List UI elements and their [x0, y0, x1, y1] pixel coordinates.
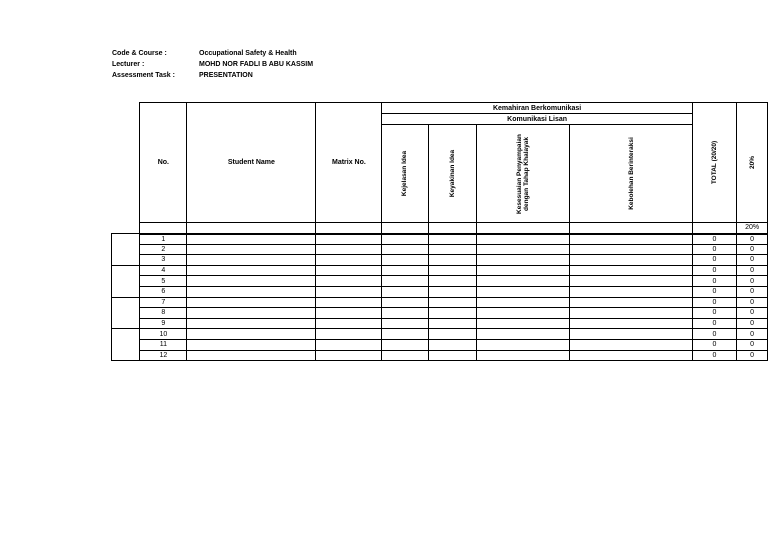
row-percent: 0 — [737, 350, 768, 361]
score-cell[interactable] — [382, 339, 428, 350]
table-row — [112, 244, 768, 255]
lecturer-label: Lecturer : — [112, 61, 145, 68]
row-percent: 0 — [737, 234, 768, 245]
matrix-no-cell[interactable] — [316, 318, 382, 329]
table-row — [112, 339, 768, 350]
row-no: 6 — [140, 286, 187, 297]
score-cell[interactable] — [428, 329, 476, 340]
row-percent: 0 — [737, 255, 768, 266]
code-course-label: Code & Course : — [112, 50, 167, 57]
row-percent: 0 — [737, 329, 768, 340]
header-criterion-1 — [382, 125, 428, 223]
header-criterion-4 — [569, 125, 692, 223]
score-cell[interactable] — [569, 244, 692, 255]
score-cell[interactable] — [569, 329, 692, 340]
row-percent: 0 — [737, 308, 768, 319]
score-cell[interactable] — [382, 286, 428, 297]
row-no: 10 — [140, 329, 187, 340]
row-total: 0 — [692, 297, 736, 308]
code-course-value: Occupational Safety & Health — [199, 50, 297, 57]
score-cell[interactable] — [428, 339, 476, 350]
percent-cell — [140, 223, 187, 234]
student-name-cell[interactable] — [187, 255, 316, 266]
assessment-table — [111, 102, 768, 361]
score-cell[interactable] — [428, 276, 476, 287]
score-cell[interactable] — [569, 318, 692, 329]
row-percent: 0 — [737, 339, 768, 350]
percent-cell — [692, 223, 736, 234]
score-cell[interactable] — [569, 255, 692, 266]
matrix-no-cell[interactable] — [316, 244, 382, 255]
row-total: 0 — [692, 318, 736, 329]
header-total-label: TOTAL (20/20) — [710, 140, 718, 185]
matrix-no-cell[interactable] — [316, 350, 382, 361]
table-row — [112, 329, 768, 340]
group-cell — [112, 329, 140, 361]
row-total: 0 — [692, 255, 736, 266]
header-subgroup-title: Komunikasi Lisan — [382, 114, 692, 125]
score-cell[interactable] — [476, 234, 569, 245]
percent-row-value: 20% — [737, 223, 768, 234]
matrix-no-cell[interactable] — [316, 286, 382, 297]
percent-row — [112, 223, 768, 234]
percent-cell — [382, 223, 428, 234]
score-cell[interactable] — [476, 318, 569, 329]
score-cell[interactable] — [569, 339, 692, 350]
group-cell — [112, 234, 140, 266]
percent-cell — [569, 223, 692, 234]
assessment-task-label: Assessment Task : — [112, 72, 175, 79]
header-total — [692, 103, 736, 223]
score-cell[interactable] — [476, 276, 569, 287]
row-percent: 0 — [737, 244, 768, 255]
score-cell[interactable] — [428, 234, 476, 245]
row-total: 0 — [692, 276, 736, 287]
score-cell[interactable] — [476, 339, 569, 350]
row-no: 7 — [140, 297, 187, 308]
header-student-name: Student Name — [187, 103, 316, 223]
header-group-title: Kemahiran Berkomunikasi — [382, 103, 692, 114]
score-cell[interactable] — [476, 255, 569, 266]
matrix-no-cell[interactable] — [316, 265, 382, 276]
header-matrix-no: Matrix No. — [316, 103, 382, 223]
score-cell[interactable] — [476, 286, 569, 297]
table-row — [112, 255, 768, 266]
percent-cell — [187, 223, 316, 234]
row-total: 0 — [692, 234, 736, 245]
row-percent: 0 — [737, 276, 768, 287]
score-cell[interactable] — [428, 297, 476, 308]
row-percent: 0 — [737, 286, 768, 297]
score-cell[interactable] — [382, 244, 428, 255]
matrix-no-cell[interactable] — [316, 329, 382, 340]
score-cell[interactable] — [476, 297, 569, 308]
table-row — [112, 297, 768, 308]
row-no: 8 — [140, 308, 187, 319]
score-cell[interactable] — [569, 308, 692, 319]
row-no: 5 — [140, 276, 187, 287]
blank-corner — [112, 103, 140, 223]
score-cell[interactable] — [428, 255, 476, 266]
score-cell[interactable] — [382, 297, 428, 308]
row-no: 1 — [140, 234, 187, 245]
row-percent: 0 — [737, 265, 768, 276]
student-name-cell[interactable] — [187, 350, 316, 361]
table-row — [112, 350, 768, 361]
student-name-cell[interactable] — [187, 234, 316, 245]
student-name-cell[interactable] — [187, 286, 316, 297]
header-percent-label: 20% — [748, 155, 756, 170]
row-total: 0 — [692, 265, 736, 276]
header-percent — [737, 103, 768, 223]
student-name-cell[interactable] — [187, 276, 316, 287]
header-criterion-3 — [476, 125, 569, 223]
percent-row-blank — [112, 223, 140, 234]
row-no: 12 — [140, 350, 187, 361]
score-cell[interactable] — [476, 350, 569, 361]
score-cell[interactable] — [428, 318, 476, 329]
matrix-no-cell[interactable] — [316, 297, 382, 308]
score-cell[interactable] — [428, 286, 476, 297]
matrix-no-cell[interactable] — [316, 234, 382, 245]
assessment-task-value: PRESENTATION — [199, 72, 253, 79]
score-cell[interactable] — [382, 276, 428, 287]
score-cell[interactable] — [382, 255, 428, 266]
row-no: 11 — [140, 339, 187, 350]
table-row — [112, 234, 768, 245]
student-name-cell[interactable] — [187, 244, 316, 255]
row-total: 0 — [692, 244, 736, 255]
percent-cell — [476, 223, 569, 234]
criterion-1-label: Kejelasan Idea — [401, 150, 409, 197]
student-name-cell[interactable] — [187, 308, 316, 319]
row-percent: 0 — [737, 318, 768, 329]
header-no: No. — [140, 103, 187, 223]
student-name-cell[interactable] — [187, 329, 316, 340]
row-percent: 0 — [737, 297, 768, 308]
header-criterion-2 — [428, 125, 476, 223]
score-cell[interactable] — [476, 265, 569, 276]
table-row — [112, 265, 768, 276]
matrix-no-cell[interactable] — [316, 276, 382, 287]
row-total: 0 — [692, 308, 736, 319]
criterion-4-label: Kebolehan Berinteraksi — [627, 137, 635, 210]
score-cell[interactable] — [569, 265, 692, 276]
score-cell[interactable] — [428, 350, 476, 361]
row-no: 2 — [140, 244, 187, 255]
student-name-cell[interactable] — [187, 297, 316, 308]
score-cell[interactable] — [382, 350, 428, 361]
score-cell[interactable] — [382, 265, 428, 276]
group-cell — [112, 265, 140, 297]
criterion-2-label: Keyakinan Idea — [448, 149, 456, 198]
score-cell[interactable] — [569, 297, 692, 308]
row-no: 3 — [140, 255, 187, 266]
score-cell[interactable] — [569, 234, 692, 245]
score-cell[interactable] — [382, 329, 428, 340]
score-cell[interactable] — [569, 286, 692, 297]
row-total: 0 — [692, 339, 736, 350]
table-row — [112, 286, 768, 297]
row-total: 0 — [692, 350, 736, 361]
criterion-3-label: Kesesuaian Penyampaian dengan Tahap Khalayak — [515, 133, 530, 214]
score-cell[interactable] — [569, 276, 692, 287]
score-cell[interactable] — [476, 308, 569, 319]
score-cell[interactable] — [476, 329, 569, 340]
matrix-no-cell[interactable] — [316, 255, 382, 266]
table-row — [112, 276, 768, 287]
score-cell[interactable] — [569, 350, 692, 361]
student-name-cell[interactable] — [187, 265, 316, 276]
score-cell[interactable] — [382, 308, 428, 319]
score-cell[interactable] — [382, 318, 428, 329]
student-name-cell[interactable] — [187, 339, 316, 350]
matrix-no-cell[interactable] — [316, 308, 382, 319]
percent-cell — [316, 223, 382, 234]
percent-cell — [428, 223, 476, 234]
score-cell[interactable] — [428, 244, 476, 255]
student-name-cell[interactable] — [187, 318, 316, 329]
score-cell[interactable] — [428, 265, 476, 276]
row-total: 0 — [692, 329, 736, 340]
group-cell — [112, 297, 140, 329]
score-cell[interactable] — [382, 234, 428, 245]
row-total: 0 — [692, 286, 736, 297]
matrix-no-cell[interactable] — [316, 339, 382, 350]
row-no: 4 — [140, 265, 187, 276]
lecturer-value: MOHD NOR FADLI B ABU KASSIM — [199, 61, 314, 68]
table-row — [112, 318, 768, 329]
score-cell[interactable] — [428, 308, 476, 319]
score-cell[interactable] — [476, 244, 569, 255]
row-no: 9 — [140, 318, 187, 329]
table-row — [112, 308, 768, 319]
